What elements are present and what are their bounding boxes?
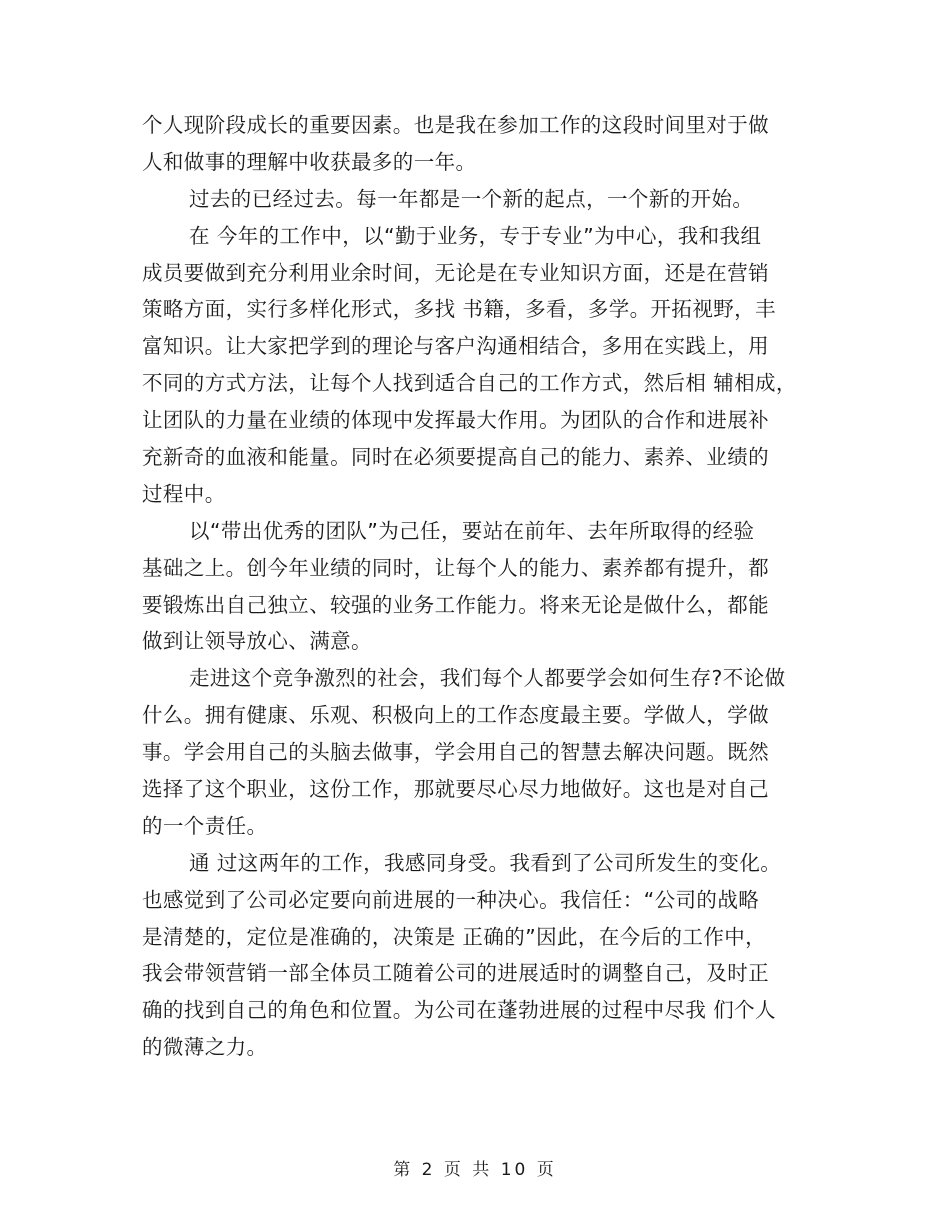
text-line: 什么。拥有健康、乐观、积极向上的工作态度最主要。学做人，学做 [142,703,769,728]
text-line: 要锻炼出自己独立、较强的业务工作能力。将来无论是做什么，都能 [142,592,769,617]
text-line: 也感觉到了公司必定要向前进展的一种决心。我信任：“公司的战略 [142,887,760,912]
text-line: 是清楚的，定位是准确的，决策是 正确的”因此，在今后的工作中， [142,924,767,949]
text-line: 的微薄之力。 [142,1035,268,1060]
document-body [142,107,822,1066]
text-line: 成员要做到充分利用业余时间，无论是在专业知识方面，还是在营销 [142,260,769,285]
text-line: 不同的方式方法，让每个人找到适合自己的工作方式，然后相 辅相成， [142,371,797,396]
text-line: 让团队的力量在业绩的体现中发挥最大作用。为团队的合作和进展补 [142,408,769,433]
text-line: 充新奇的血液和能量。同时在必须要提高自己的能力、素养、业绩的 [142,445,769,470]
text-line: 通 过这两年的工作，我感同身受。我看到了公司所发生的变化。 [189,850,782,875]
text-line: 的一个责任。 [142,813,268,838]
text-line: 做到让领导放心、满意。 [142,629,372,654]
text-line: 策略方面，实行多样化形式，多找 书籍，多看，多学。开拓视野，丰 [142,297,776,322]
text-line: 富知识。让大家把学到的理论与客户沟通相结合，多用在实践上，用 [142,334,769,359]
text-line: 过去的已经过去。每一年都是一个新的起点，一个新的开始。 [189,186,754,211]
text-line: 事。学会用自己的头脑去做事，学会用自己的智慧去解决问题。既然 [142,740,769,765]
text-line: 选择了这个职业，这份工作，那就要尽心尽力地做好。这也是对自己 [142,777,769,802]
text-line: 我会带领营销一部全体员工随着公司的进展适时的调整自己，及时正 [142,961,769,986]
text-line: 确的找到自己的角色和位置。为公司在蓬勃进展的过程中尽我 们个人 [142,998,776,1023]
text-line: 以“带出优秀的团队”为己任，要站在前年、去年所取得的经验 [189,518,755,543]
text-line: 过程中。 [142,481,226,506]
text-line: 在 今年的工作中，以“勤于业务，专于专业”为中心，我和我组 [189,223,762,248]
text-line: 个人现阶段成长的重要因素。也是我在参加工作的这段时间里对于做 [142,113,769,137]
page-number-footer: 第 2 页 共 10 页 [393,1160,557,1180]
text-line: 人和做事的理解中收获最多的一年。 [142,149,477,174]
text-line: 走进这个竞争激烈的社会，我们每个人都要学会如何生存?不论做 [189,666,786,691]
text-line: 基础之上。创今年业绩的同时，让每个人的能力、素养都有提升，都 [142,555,769,580]
